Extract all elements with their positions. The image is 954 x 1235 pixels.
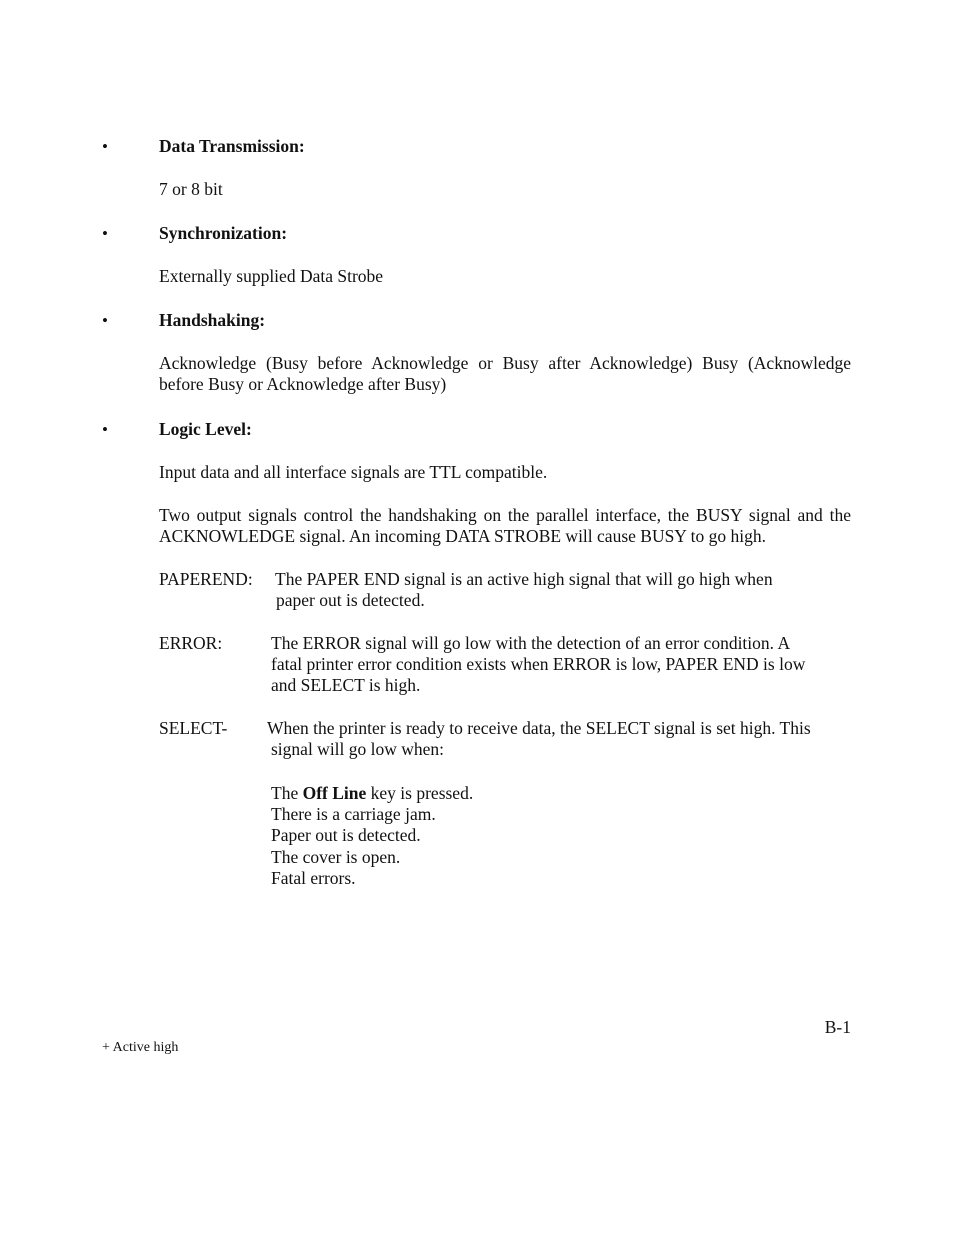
bullet: • bbox=[102, 137, 108, 156]
bullet: • bbox=[102, 420, 108, 439]
data-transmission-text: 7 or 8 bit bbox=[159, 179, 223, 199]
signal-term-select: SELECT- bbox=[159, 718, 228, 738]
signal-term-error: ERROR: bbox=[159, 633, 223, 653]
synchronization-text: Externally supplied Data Strobe bbox=[159, 266, 384, 286]
handshaking-text: Acknowledge (Busy before Acknowledge or Busy after Acknowledge) Busy (Acknowledge before Busy or Acknowledge after Busy) bbox=[159, 353, 851, 394]
heading-logic-level: Logic Level: bbox=[159, 419, 252, 439]
select-condition: Paper out is detected. bbox=[271, 825, 421, 846]
logic-level-text: Input data and all interface signals are TTL compatible. bbox=[159, 462, 548, 482]
signal-desc-error-line1: The ERROR signal will go low with the detection of an error condition. A bbox=[271, 633, 791, 653]
signal-term-paperend: PAPEREND: bbox=[159, 569, 253, 589]
off-line-key: Off Line bbox=[302, 783, 367, 803]
heading-data-transmission: Data Transmission: bbox=[159, 136, 305, 156]
select-condition: There is a carriage jam. bbox=[271, 804, 436, 825]
signal-desc-select-line2: signal will go low when: bbox=[271, 739, 445, 759]
footnote: + Active high bbox=[102, 1040, 179, 1055]
select-condition-off-line bbox=[271, 783, 473, 804]
signal-desc-select-line1: When the printer is ready to receive data, the SELECT signal is set high. This bbox=[267, 718, 811, 738]
signal-desc-error-line2: fatal printer error condition exists when ERROR is low, PAPER END is low bbox=[271, 654, 806, 674]
signal-desc-paperend-line2: paper out is detected. bbox=[276, 590, 425, 610]
select-condition: The cover is open. bbox=[271, 846, 401, 867]
heading-synchronization: Synchronization: bbox=[159, 223, 288, 243]
select-condition: Fatal errors. bbox=[271, 867, 356, 888]
output-signals-paragraph: Two output signals control the handshaking on the parallel interface, the BUSY signal and the ACKNOWLEDGE signal. An incoming DATA STROBE will cause BUSY to go high. bbox=[159, 505, 851, 546]
condition-suffix: key is pressed. bbox=[366, 783, 474, 803]
page-number: B-1 bbox=[824, 1017, 851, 1037]
signal-desc-paperend-line1: The PAPER END signal is an active high signal that will go high when bbox=[275, 569, 773, 589]
signal-desc-error-line3: and SELECT is high. bbox=[271, 675, 421, 695]
condition-prefix: The bbox=[271, 783, 303, 803]
heading-handshaking: Handshaking: bbox=[159, 310, 266, 330]
select-conditions-list bbox=[271, 783, 473, 889]
bullet: • bbox=[102, 224, 108, 243]
bullet: • bbox=[102, 311, 108, 330]
